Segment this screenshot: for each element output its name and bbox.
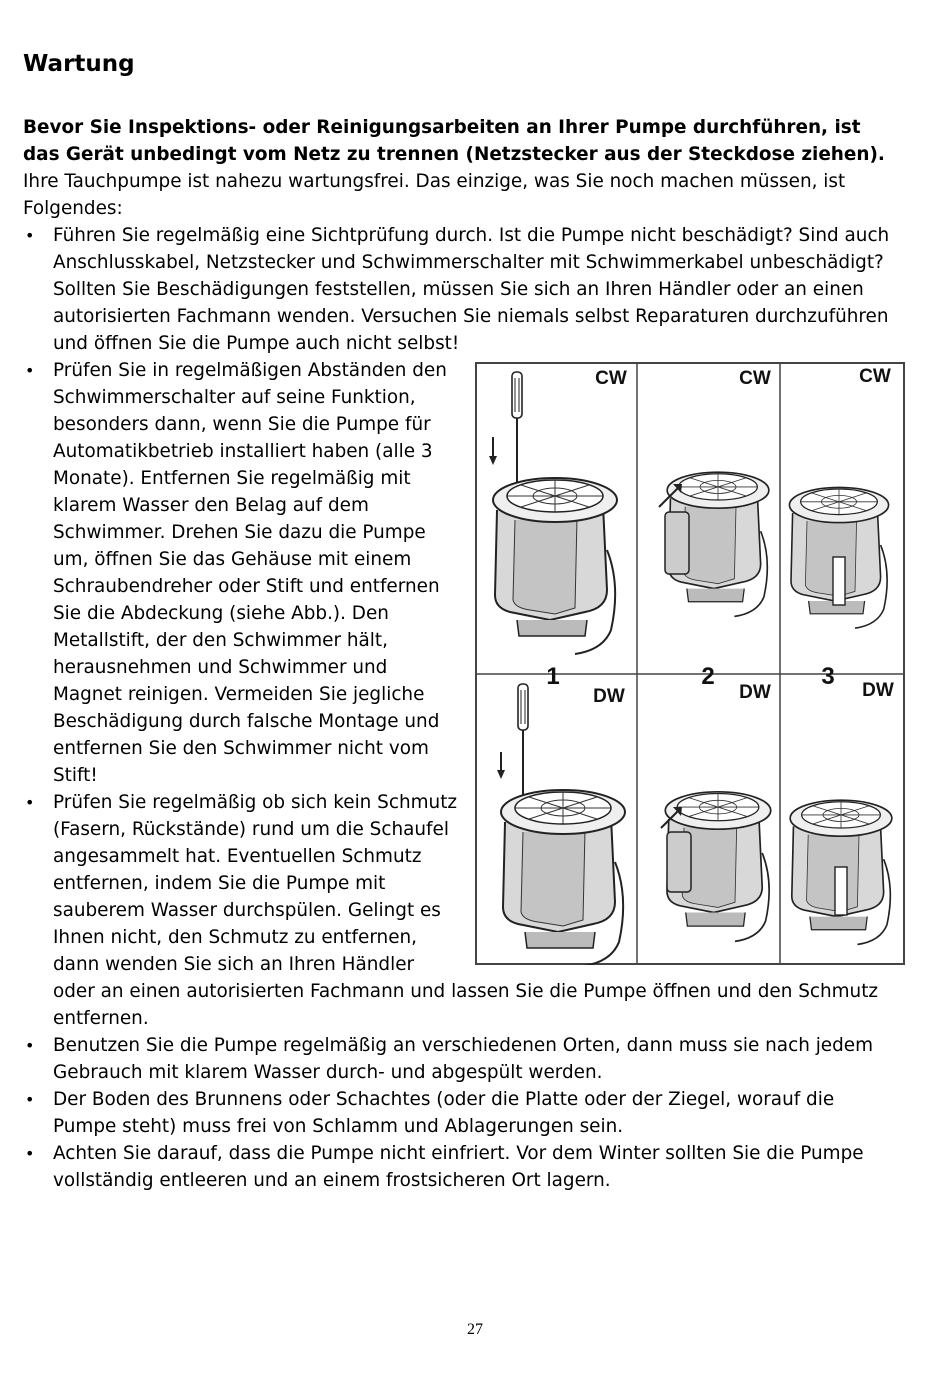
step-number: 2 [701,663,715,690]
step-number: 3 [821,663,835,690]
section-heading: Wartung [23,51,135,77]
label-cw: CW [595,368,627,389]
page-number: 27 [467,1321,483,1338]
list-item [23,222,903,357]
list-item-text: Benutzen Sie die Pumpe regelmäßig an verschiedenen Orten, dann muss sie nach jedem Gebrauch mit klarem Wasser durch- und abgespült werden. [53,1035,874,1083]
label-dw: DW [593,686,625,707]
maintenance-list [23,222,903,1194]
list-item [23,1086,903,1140]
step-number: 1 [546,663,560,690]
bullet-icon: • [25,1144,35,1163]
safety-warning: Bevor Sie Inspektions- oder Reinigungsarbeiten an Ihrer Pumpe durchführen, ist das Gerät unbedingt vom Netz zu trennen (Netzstecker aus der Steckdose ziehen). [23,117,885,165]
list-item-text: Prüfen Sie regelmäßig ob sich kein Schmutz (Fasern, Rückstände) rund um die Schaufel angesammelt hat. Eventuellen Schmutz entfernen, indem Sie die Pumpe mit sauberem Wasser durchspülen. Gelingt es Ihnen nicht, den Schmutz zu entfernen, dann wenden Sie sich an Ihren Händler oder an einen autorisierten Fachmann und lassen Sie die Pumpe öffnen und den Schmutz entfernen. [53,792,879,1029]
list-item [23,1032,903,1086]
list-item [23,1140,903,1194]
list-item-text: Achten Sie darauf, dass die Pumpe nicht einfriert. Vor dem Winter sollten Sie die Pumpe vollständig entleeren und an einem frostsicheren Ort lagern. [53,1143,864,1191]
label-cw: CW [859,366,891,387]
bullet-icon: • [25,793,35,812]
bullet-icon: • [25,1036,35,1055]
bullet-icon: • [25,361,35,380]
list-item-text: Prüfen Sie in regelmäßigen Abständen den Schwimmerschalter auf seine Funktion, besonders dann, wenn Sie die Pumpe für Automatikbetrieb installiert haben (alle 3 Monate). Entfernen Sie regelmäßig mit klarem Wasser den Belag auf dem Schwimmer. Drehen Sie dazu die Pumpe um, öffnen Sie das Gehäuse mit einem Schraubendreher oder Stift und entfernen Sie die Abdeckung (siehe Abb.). Den Metallstift, der den Schwimmer hält, herausnehmen und Schwimmer und Magnet reinigen. Vermeiden Sie jegliche Beschädigung durch falsche Montage und entfernen Sie den Schwimmer nicht vom Stift! [53,360,447,786]
label-dw: DW [739,682,771,703]
list-item [23,789,903,1032]
body-text [23,114,903,1194]
bullet-icon: • [25,1090,35,1109]
list-item [23,357,903,789]
bullet-icon: • [25,226,35,245]
label-cw: CW [739,368,771,389]
label-dw: DW [862,680,894,701]
float-icon [833,557,845,605]
cover-part-icon [665,512,689,574]
list-item-text: Der Boden des Brunnens oder Schachtes (oder die Platte oder der Ziegel, worauf die Pumpe steht) muss frei von Schlamm und Ablagerungen sein. [53,1089,835,1137]
list-item-text: Führen Sie regelmäßig eine Sichtprüfung durch. Ist die Pumpe nicht beschädigt? Sind auch Anschlusskabel, Netzstecker und Schwimmerschalter mit Schwimmerkabel unbeschädigt? Sollten Sie Beschädigungen feststellen, müssen Sie sich an Ihren Händler oder an einen autorisierten Fachmann wenden. Versuchen Sie niemals selbst Reparaturen durchzuführen und öffnen Sie die Pumpe auch nicht selbst! [53,225,890,354]
intro-paragraph: Ihre Tauchpumpe ist nahezu wartungsfrei. Das einzige, was Sie noch machen müssen, ist Folgendes: [23,171,846,219]
